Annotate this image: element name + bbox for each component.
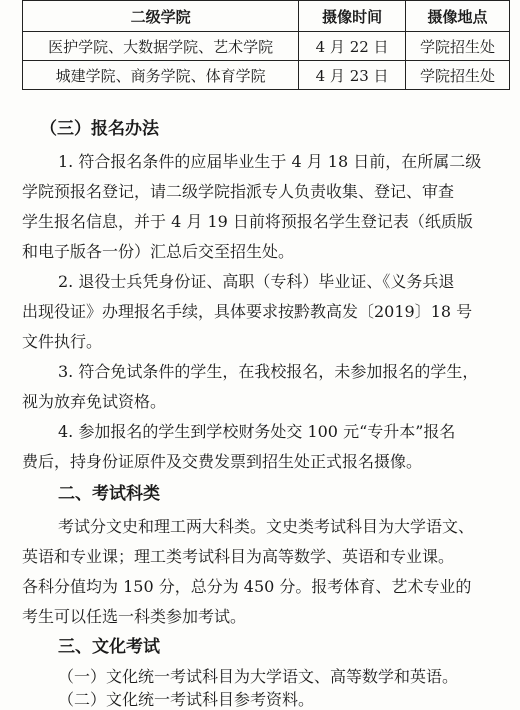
table-row — [23, 61, 510, 90]
section-heading-exam-categories: 二、考试科类 — [58, 484, 160, 504]
cell-time: 4 月 22 日 — [299, 32, 406, 61]
paragraph-line: 英语和专业课；理工类考试科目为高等数学、英语和专业课。 — [22, 547, 455, 566]
header-college: 二级学院 — [23, 1, 299, 32]
paragraph-line: 出现役证》办理报名手续，具体要求按黔教高发〔2019〕18 号 — [22, 302, 473, 321]
cell-location: 学院招生处 — [406, 32, 510, 61]
paragraph-line: 4. 参加报名的学生到学校财务处交 100 元“专升本”报名 — [58, 422, 456, 441]
schedule-table — [22, 0, 510, 90]
header-time: 摄像时间 — [299, 1, 406, 32]
table-row — [23, 32, 510, 61]
paragraph-line: 考生可以任选一科类参加考试。 — [22, 607, 247, 626]
cell-time: 4 月 23 日 — [299, 61, 406, 90]
header-location: 摄像地点 — [406, 1, 510, 32]
cell-location: 学院招生处 — [406, 61, 510, 90]
cell-college: 医护学院、大数据学院、艺术学院 — [23, 32, 299, 61]
paragraph-line: 学院预报名登记，请二级学院指派专人负责收集、登记、审查 — [22, 182, 455, 201]
paragraph-line: 费后，持身份证原件及交费发票到招生处正式报名摄像。 — [22, 452, 423, 471]
table-header-row — [23, 1, 510, 32]
paragraph-line: 各科分值均为 150 分，总分为 450 分。报考体育、艺术专业的 — [22, 577, 472, 596]
paragraph-line: 1. 符合报名条件的应届毕业生于 4 月 18 日前，在所属二级 — [58, 152, 482, 171]
paragraph-line: 文件执行。 — [22, 332, 103, 351]
cell-college: 城建学院、商务学院、体育学院 — [23, 61, 299, 90]
paragraph-line: 2. 退役士兵凭身份证、高职（专科）毕业证、《义务兵退 — [58, 272, 455, 291]
paragraph-line: 考试分文史和理工两大科类。文史类考试科目为大学语文、 — [58, 517, 475, 536]
section-heading-culture-exam: 三、文化考试 — [58, 637, 160, 657]
paragraph-line: 学生报名信息，并于 4 月 19 日前将预报名学生登记表（纸质版 — [22, 212, 473, 231]
paragraph-line: 视为放弃免试资格。 — [22, 392, 167, 411]
paragraph-line: （一）文化统一考试科目为大学语文、高等数学和英语。 — [58, 667, 459, 686]
paragraph-line: （二）文化统一考试科目参考资料。 — [58, 690, 315, 709]
section-heading-registration: （三）报名办法 — [40, 119, 159, 139]
paragraph-line: 3. 符合免试条件的学生，在我校报名，未参加报名的学生， — [58, 362, 479, 381]
paragraph-line: 和电子版各一份）汇总后交至招生处。 — [22, 242, 295, 261]
